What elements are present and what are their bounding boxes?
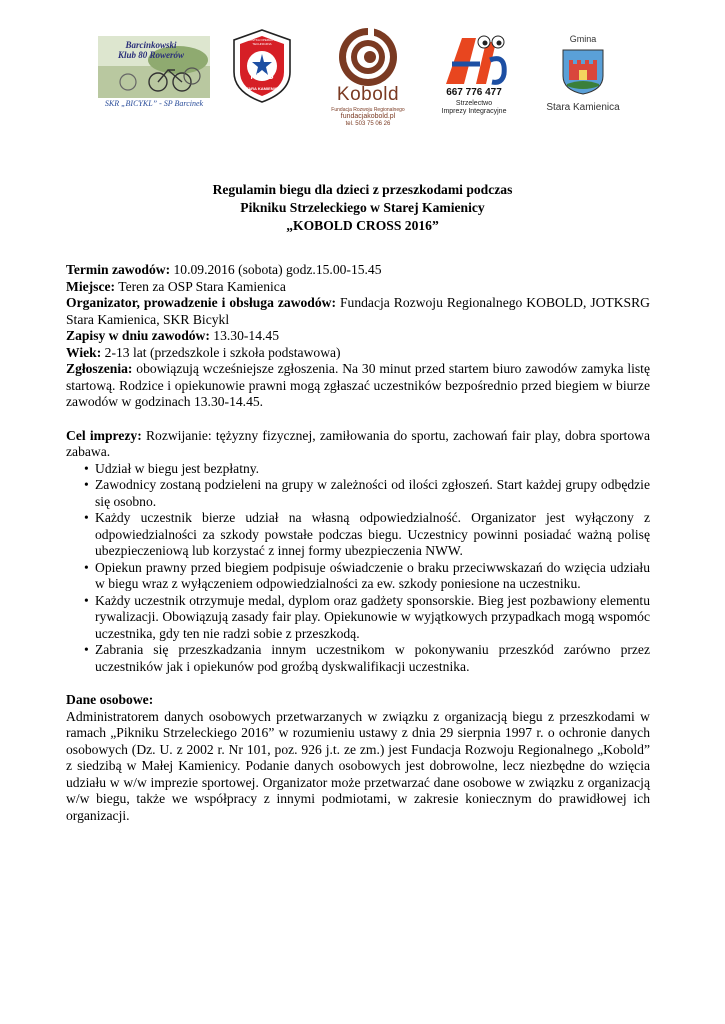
miejsce-label: Miejsce: (66, 278, 116, 294)
organizator-label: Organizator, prowadzenie i obsługa zawodów: (66, 295, 337, 310)
zapisy-label: Zapisy w dniu zawodów: (66, 328, 210, 343)
cel-row (66, 428, 650, 461)
miejsce-value: Teren za OSP Stara Kamienica (115, 278, 286, 294)
zgloszenia-label: Zgłoszenia: (66, 361, 133, 376)
strzelectwo-mark-icon (432, 34, 516, 86)
dane-text: Administratorem danych osobowych przetwarzanych w związku z organizacją biegu z przeszkodami w ramach „Pikniku Strzeleckiego 2016” w rozumieniu ustawy z dnia 29 sierpnia 1997 r. o ochronie danych osobowych (Dz. U. z 2002 r. Nr 101, poz. 926 j.t. ze zm.) jest Fundacja Rozwoju Regionalnego „Kobold” z siedzibą w Małej Kamienicy. Podanie danych osobowych jest dobrowolne, lecz niezbędne do wzięcia udziału w w/w imprezie sportowej. Organizator może przetwarzać dane osobowe w związku z organizacją w/w biegu, także we współpracy z innymi podmiotami, w zakresie koniecznym do prawidłowej ich organizacji. (66, 708, 650, 823)
strzelectwo-phone: 667 776 477 (446, 87, 502, 98)
zgloszenia-row (66, 361, 650, 411)
termin-label: Termin zawodów: (66, 262, 171, 277)
ksrg-logo (228, 28, 296, 104)
bullet-icon: • (84, 510, 89, 525)
list-item (66, 510, 650, 560)
list-item (66, 593, 650, 643)
title-line-1: Regulamin biegu dla dzieci z przeszkodami podczas (212, 182, 513, 197)
ksrg-center-text: KSRG (250, 72, 274, 81)
gmina-name: Stara Kamienica (546, 102, 620, 113)
kobold-spiral-icon (322, 26, 414, 88)
logo-header (0, 0, 725, 150)
bicykl-logo (98, 36, 210, 114)
bicykl-name-2: Klub 80 Rowerów (117, 50, 184, 60)
wiek-value: 2-13 lat (przedszkole i szkoła podstawowa) (101, 344, 341, 360)
bullet-icon: • (84, 642, 89, 657)
bullet-icon: • (84, 477, 89, 492)
list-item-text: Każdy uczestnik bierze udział na własną odpowiedzialność. Organizator jest wyłączony z odpowiedzialności za szkody powstałe podczas biegu. Uczestnicy powinni posiadać ważną polisę ubezpieczeniową lub korzystać z innej formy ubezpieczenia NWW. (95, 510, 650, 558)
cel-label: Cel imprezy: (66, 427, 142, 443)
bicykl-caption: SKR „BICYKL” - SP Barcinek (104, 99, 204, 108)
list-item-text: Udział w biegu jest bezpłatny. (95, 460, 260, 476)
organizator-value: Fundacja Rozwoju Regionalnego KOBOLD, JOTKSRG Stara Kamienica, SKR Bicykl (66, 295, 650, 327)
miejsce-row (66, 279, 650, 296)
list-item-text: Zabrania się przeszkadzania innym uczestnikom w pokonywaniu przeszkód zarówno przez uczestników jak i opiekunów pod groźbą dyskwalifikacji uczestnika. (95, 642, 650, 674)
kobold-phone: tel. 503 75 06 26 (345, 121, 391, 127)
zgloszenia-value: obowiązują wcześniejsze zgłoszenia. Na 30 minut przed startem biuro zawodów zamyka listę startową. Rodzice i opiekunowie prawni mogą zgłaszać uczestników bezpośrednio przed biegiem w biurze zawodów w godzinach 13.30-14.45. (66, 361, 650, 409)
document-body (66, 262, 650, 824)
wiek-label: Wiek: (66, 344, 102, 360)
kobold-site: fundacjakobold.pl (340, 113, 396, 120)
kobold-logo (322, 26, 414, 130)
title-line-2: Pikniku Strzeleckiego w Starej Kamienicy (240, 200, 485, 215)
zapisy-value: 13.30-14.45 (209, 328, 280, 343)
title-line-3: „KOBOLD CROSS 2016” (286, 218, 439, 233)
strzelectwo-line2: Imprezy Integracyjne (441, 108, 507, 115)
termin-row (66, 262, 650, 279)
bicykl-name-1: Barcinkowski (125, 40, 177, 50)
termin-value: 10.09.2016 (sobota) godz.15.00-15.45 (170, 262, 382, 277)
document-title (66, 181, 659, 235)
cel-value: Rozwijanie: tężyzny fizycznej, zamiłowania do sportu, zachowań fair play, dobra sportowa zabawa. (66, 427, 650, 459)
bullet-icon: • (84, 559, 89, 575)
gmina-label: Gmina (569, 34, 597, 44)
ksrg-top-text: JEDNOSTKA OPERACYJNO-TECHNICZNA (241, 38, 283, 46)
kobold-subtitle: Fundacja Rozwoju Regionalnego (331, 107, 405, 113)
zapisy-row (66, 328, 650, 345)
coat-of-arms-icon (561, 48, 605, 96)
list-item-text: Każdy uczestnik otrzymuje medal, dyplom oraz gadżety sponsorskie. Bieg jest pozbawiony elementu rywalizacji. Obowiązują zasady fair play. Opiekunowie w wyjątkowych przypadkach mogą wspomóc uczestnika, gdy ten nie radzi sobie z przeszkodą. (95, 592, 650, 641)
list-item (66, 461, 650, 478)
gmina-logo (540, 34, 626, 120)
list-item (66, 560, 650, 593)
dane-heading (66, 692, 650, 709)
list-item-text: Opiekun prawny przed biegiem podpisuje oświadczenie o braku przeciwwskazań do wzięcia udziału w biegu wraz z wyłączeniem odpowiedzialności za ew. szkody poniesione na uczestniku. (95, 559, 650, 591)
organizator-row (66, 295, 650, 328)
strzelectwo-line1: Strzelectwo (455, 100, 493, 107)
list-item (66, 477, 650, 510)
kobold-name: Kobold (336, 84, 400, 105)
list-item (66, 642, 650, 675)
ksrg-bottom-text: STARA KAMIENICA (243, 86, 281, 91)
dane-heading-text: Dane osobowe: (66, 692, 154, 707)
bullet-icon: • (84, 592, 89, 608)
list-item-text: Zawodnicy zostaną podzieleni na grupy w zależności od ilości zgłoszeń. Start każdej grupy odbędzie się osobno. (95, 477, 650, 509)
bullet-icon: • (84, 460, 89, 476)
rules-list (66, 461, 650, 676)
wiek-row (66, 345, 650, 362)
strzelectwo-logo (432, 34, 516, 120)
